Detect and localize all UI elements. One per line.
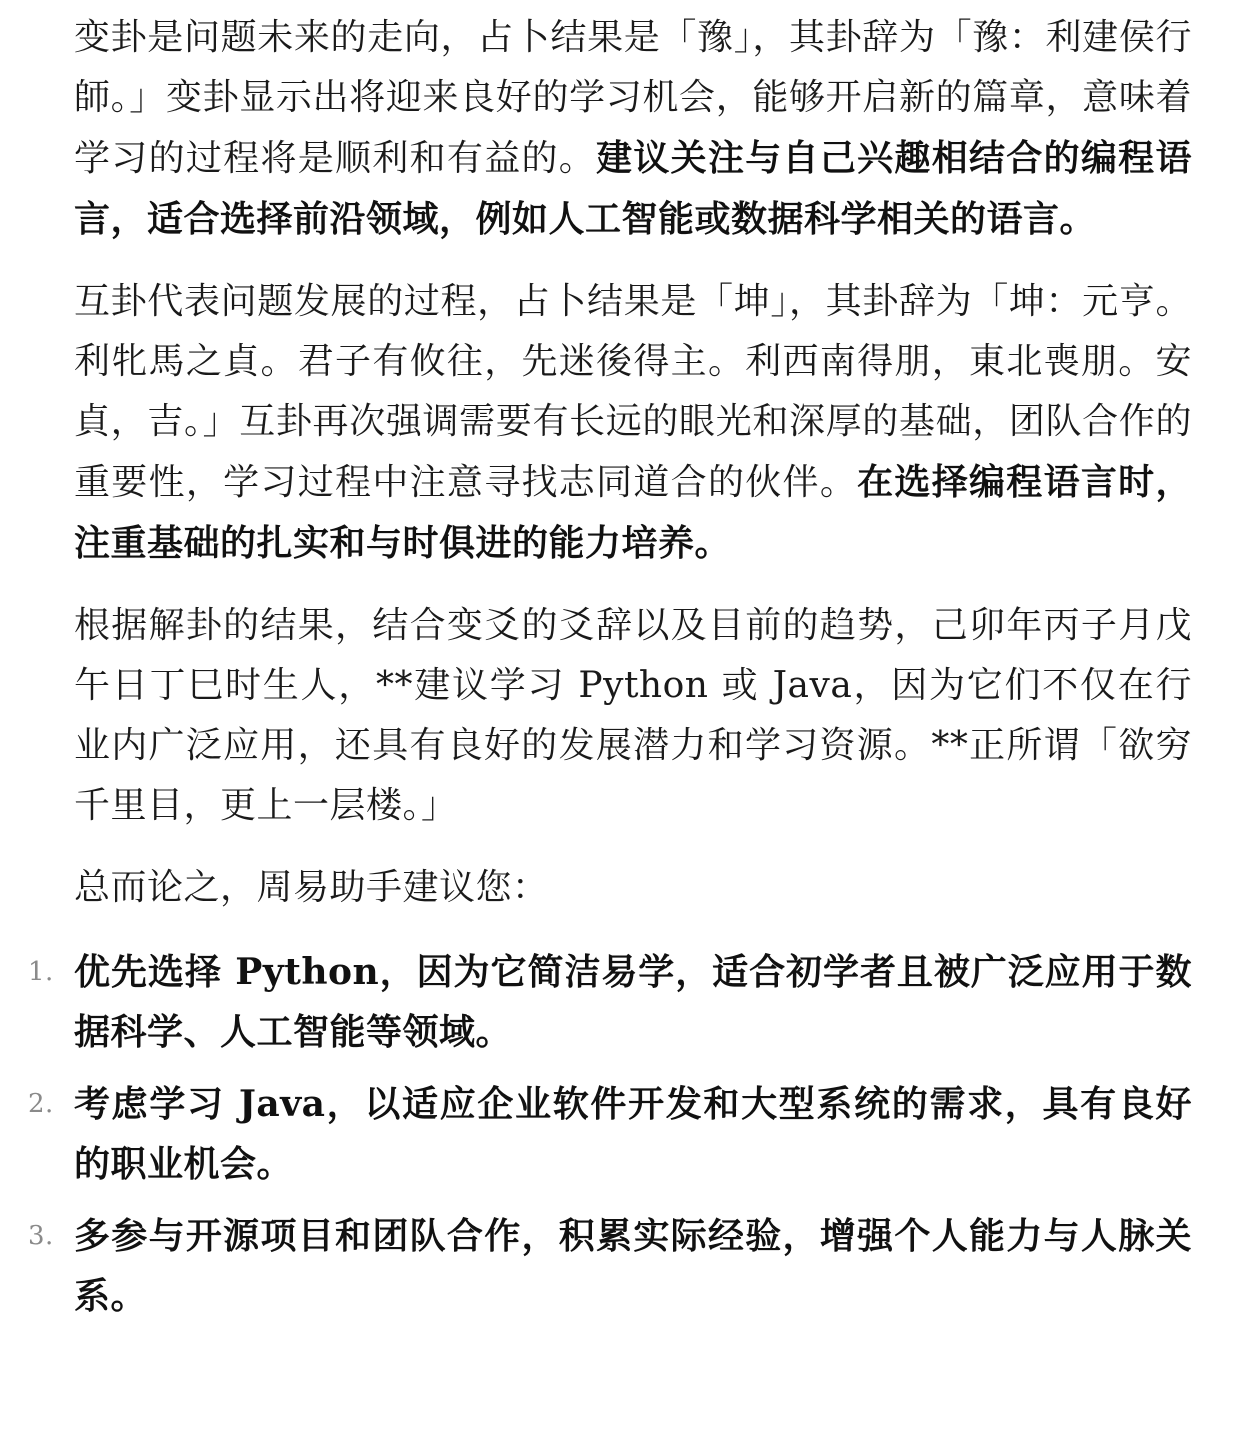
reading-content (28, 8, 1192, 1338)
list-item-text: 多参与开源项目和团队合作，积累实际经验，增强个人能力与人脉关系。 (74, 1215, 1192, 1317)
paragraph-conclusion (74, 596, 1192, 836)
paragraph-text: 总而论之，周易助手建议您： (74, 867, 549, 908)
paragraph-bian-gua (74, 8, 1192, 250)
summary-list (28, 942, 1192, 1326)
paragraph-summary-intro (74, 858, 1192, 918)
paragraph-text: 根据解卦的结果，结合变爻的爻辞以及目前的趋势，己卯年丙子月戊午日丁巳时生人，**建议学习 Python 或 Java，因为它们不仅在行业内广泛应用，还具有良好的发展潜力和学习资源。**正所谓「欲穷千里目，更上一层楼。」 (74, 605, 1192, 826)
list-number: 3. (28, 1221, 54, 1251)
list-number: 1. (28, 957, 54, 987)
paragraph-hu-gua (74, 272, 1192, 574)
paragraph-emphasis: 在选择编程语言时，注重基础的扎实和与时俱进的能力培养。 (74, 461, 1192, 564)
summary-list-item (28, 1074, 1192, 1194)
summary-list-item (28, 942, 1192, 1062)
list-item-text: 考虑学习 Java，以适应企业软件开发和大型系统的需求，具有良好的职业机会。 (74, 1083, 1192, 1185)
list-item-text: 优先选择 Python，因为它简洁易学，适合初学者且被广泛应用于数据科学、人工智能等领域。 (74, 951, 1192, 1053)
paragraph-text: 互卦代表问题发展的过程，占卜结果是「坤」，其卦辞为「坤：元亨。利牝馬之貞。君子有攸往，先迷後得主。利西南得朋，東北喪朋。安貞，吉。」互卦再次强调需要有长远的眼光和深厚的基础，团队合作的重要性，学习过程中注意寻找志同道合的伙伴。 (74, 281, 1192, 503)
paragraph-emphasis: 建议关注与自己兴趣相结合的编程语言，适合选择前沿领域，例如人工智能或数据科学相关的语言。 (74, 137, 1192, 240)
summary-list-item (28, 1206, 1192, 1326)
paragraph-text: 变卦是问题未来的走向，占卜结果是「豫」，其卦辞为「豫：利建侯行師。」变卦显示出将迎来良好的学习机会，能够开启新的篇章，意味着学习的过程将是顺利和有益的。 (74, 17, 1192, 179)
list-number: 2. (28, 1089, 54, 1119)
